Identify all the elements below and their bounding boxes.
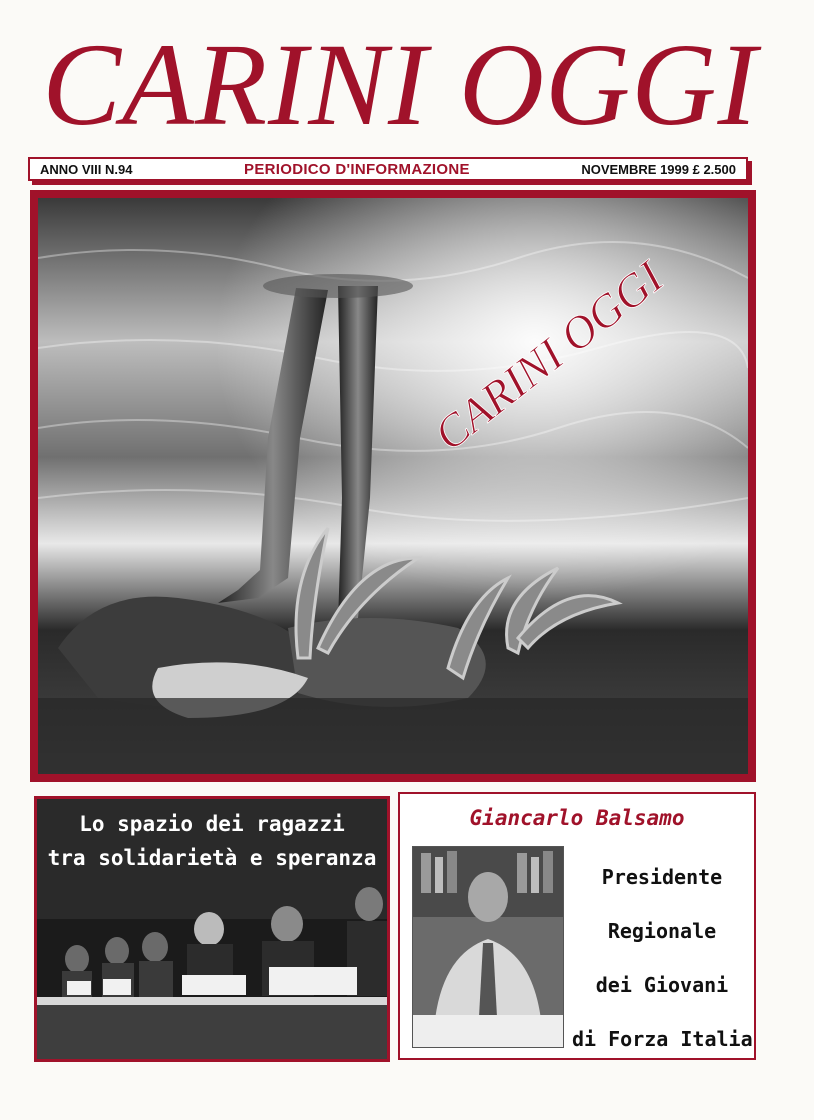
periodical-subtitle: PERIODICO D'INFORMAZIONE [244,160,470,178]
youth-article-box [34,796,390,1062]
profile-box [398,792,756,1060]
portrait-illustration [413,847,563,1047]
issue-number: ANNO VIII N.94 [40,161,133,177]
masthead-title: CARINI OGGI [42,19,758,150]
headline-line-2: tra solidarietà e speranza [47,846,377,870]
role-line-3: dei Giovani [595,973,729,997]
info-bar [28,157,748,181]
profile-role [572,850,752,1066]
profile-name: Giancarlo Balsamo [469,806,685,830]
headline-line-1: Lo spazio dei ragazzi [79,812,345,836]
issue-date-price: NOVEMBRE 1999 £ 2.500 [581,161,736,177]
youth-article-headline [37,807,387,875]
cover-image [30,190,756,782]
role-line-2: Regionale [607,919,717,943]
underwater-illustration [38,198,748,774]
role-line-1: Presidente [601,865,723,889]
cover-overlay-text: CARINI OGGI [424,251,673,461]
role-line-4: di Forza Italia [572,1027,753,1051]
profile-photo [412,846,564,1048]
